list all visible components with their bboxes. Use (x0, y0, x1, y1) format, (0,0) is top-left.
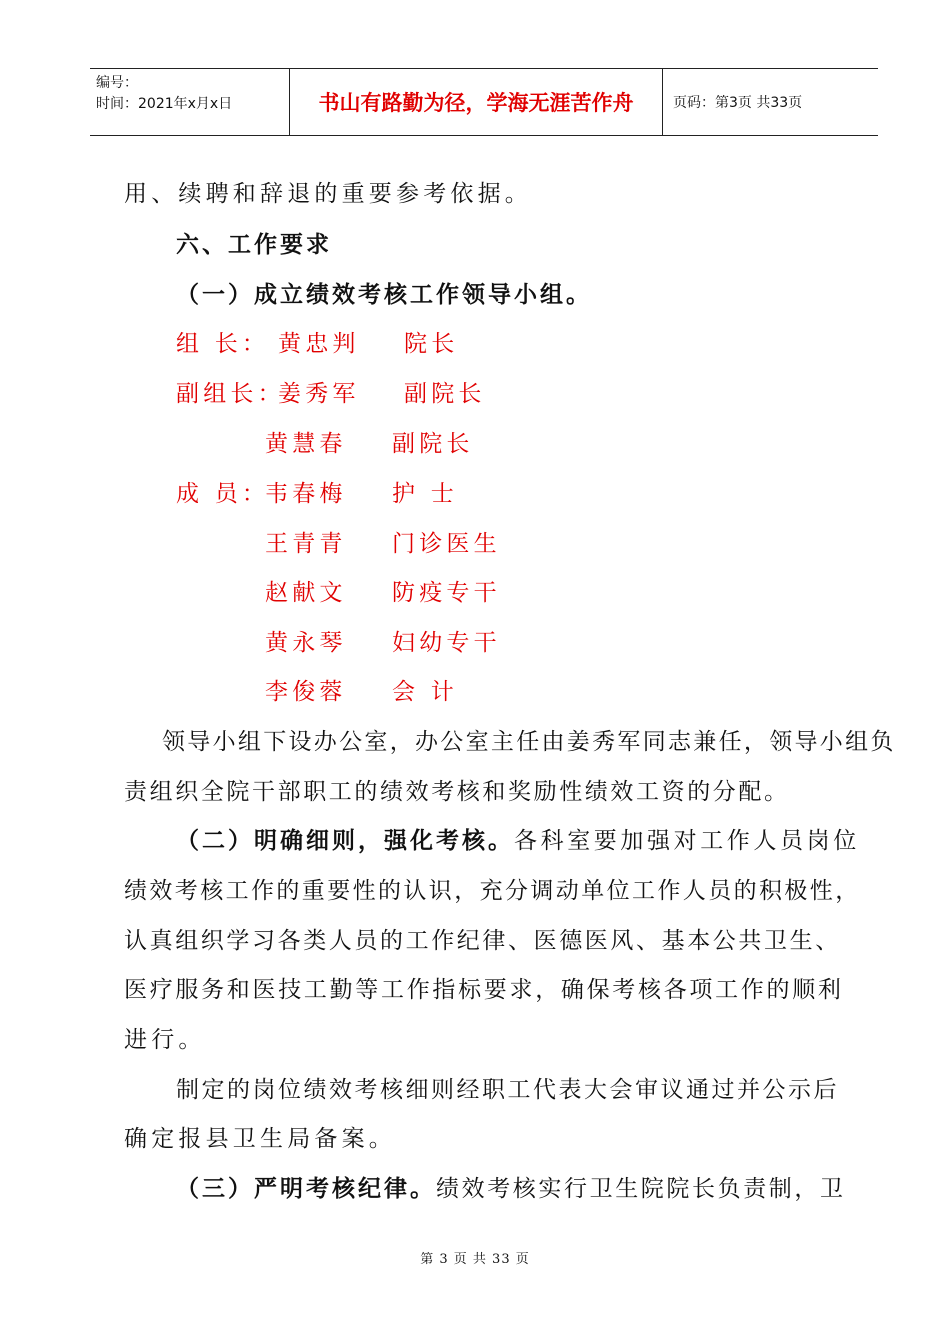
subsection-heading: （一）成立绩效考核工作领导小组。 (176, 282, 592, 308)
paragraph-line: 制定的岗位绩效考核细则经职工代表大会审议通过并公示后 (176, 1077, 839, 1103)
leader-label: 组 长： (176, 331, 270, 357)
header-page-label: 页码：第3页 共33页 (673, 95, 803, 111)
paragraph-line: 绩效考核工作的重要性的认识，充分调动单位工作人员的积极性， (124, 878, 861, 904)
emphasis-heading: （三）严明考核纪律。 (176, 1176, 436, 1202)
leader-title: 院长 (404, 331, 459, 357)
paragraph-line (176, 1170, 846, 1203)
number-label: 编号： (96, 75, 138, 91)
paragraph-line: 进行。 (124, 1027, 206, 1053)
paragraph-line: 医疗服务和医技工勤等工作指标要求，确保考核各项工作的顺利 (124, 977, 844, 1003)
paragraph-line: 责组织全院干部职工的绩效考核和奖励性绩效工资的分配。 (124, 779, 790, 805)
deputy-name: 黄慧春 (265, 431, 347, 457)
paragraph-line: 用、续聘和辞退的重要参考依据。 (124, 181, 532, 207)
member-title: 妇幼专干 (392, 630, 501, 656)
header-motto: 书山有路勤为径，学海无涯苦作舟 (290, 69, 663, 135)
member-name: 赵献文 (265, 580, 347, 606)
header-meta (90, 69, 290, 135)
paragraph-line: 确定报县卫生局备案。 (124, 1126, 396, 1152)
member-title: 防疫专干 (392, 580, 501, 606)
member-title: 护 士 (392, 481, 458, 507)
member-title: 会 计 (392, 679, 458, 705)
paragraph-line (176, 822, 860, 855)
page-header (90, 68, 878, 136)
member-name: 王青青 (265, 531, 347, 557)
emphasis-heading: （二）明确细则，强化考核。 (176, 828, 514, 854)
member-name: 韦春梅 (265, 481, 347, 507)
deputy-name: 姜秀军 (278, 381, 360, 407)
member-label: 成 员： (176, 481, 270, 507)
deputy-title: 副院长 (404, 381, 486, 407)
member-name: 李俊蓉 (265, 679, 347, 705)
leader-name: 黄忠判 (278, 331, 360, 357)
member-title: 门诊医生 (392, 531, 501, 557)
member-name: 黄永琴 (265, 630, 347, 656)
time-label: 时间：2021年x月x日 (96, 96, 233, 112)
paragraph-line: 领导小组下设办公室，办公室主任由姜秀军同志兼任，领导小组负 (162, 729, 896, 755)
paragraph-text: 各科室要加强对工作人员岗位 (514, 828, 860, 854)
paragraph-line: 认真组织学习各类人员的工作纪律、医德医风、基本公共卫生、 (124, 928, 841, 954)
deputy-label: 副组长： (176, 381, 285, 407)
paragraph-text: 绩效考核实行卫生院院长负责制，卫 (436, 1176, 846, 1202)
page-footer: 第 3 页 共 33 页 (420, 1252, 530, 1267)
section-heading: 六、工作要求 (176, 232, 332, 258)
deputy-title: 副院长 (392, 431, 474, 457)
